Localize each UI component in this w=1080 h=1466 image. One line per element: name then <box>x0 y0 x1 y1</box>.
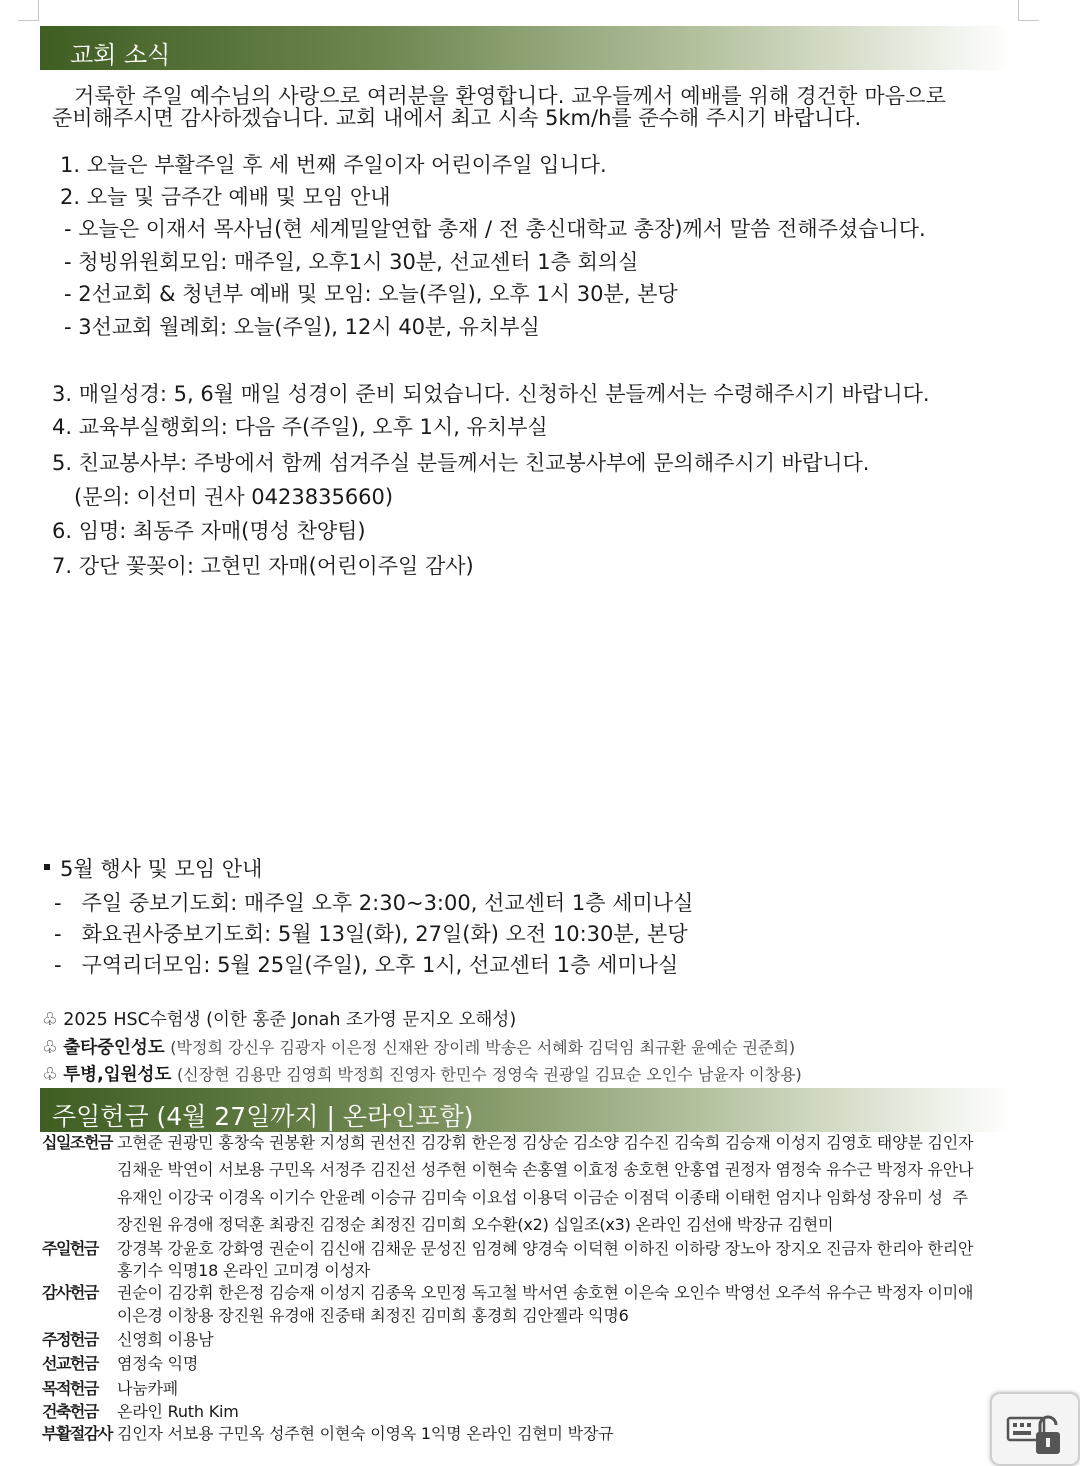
offering-title: 주일헌금 (4월 27일까지 | 온라인포함) <box>52 1102 474 1131</box>
news-subitem: - 오늘은 이재서 목사님(현 세계밀알연합 총재 / 전 총신대학교 총장)께서 말씀 전해주셨습니다. <box>64 217 926 241</box>
may-events-heading <box>44 855 262 883</box>
news-item: 5. 친교봉사부: 주방에서 함께 섬겨주실 분들께서는 친교봉사부에 문의해주시기 바랍니다. <box>52 451 870 475</box>
news-item: 6. 임명: 최동주 자매(명성 찬양팀) <box>52 519 366 543</box>
may-event-item: - 주일 중보기도회: 매주일 오후 2:30~3:00, 선교센터 1층 세미나실 <box>54 891 694 915</box>
page-corner-mark-right <box>1018 0 1039 21</box>
tithe-names-line: 김채운 박연이 서보용 구민옥 서정주 김진선 성주현 이현숙 손홍열 이효정 송호현 안홍엽 권정자 염정숙 유수근 박정자 유안나 <box>117 1160 974 1179</box>
sunday-names-line: 홍기수 익명18 온라인 고미경 이성자 <box>117 1261 371 1280</box>
sunday-names-line: 강경복 강윤호 강화영 권순이 김신애 김채운 문성진 임경혜 양경숙 이덕현 이하진 이하랑 장노아 장지오 진금자 한리아 한리안 <box>117 1239 974 1258</box>
sunday-offering-label: 주일헌금 <box>42 1239 98 1258</box>
square-bullet-icon <box>44 864 50 870</box>
news-item: 1. 오늘은 부활주일 후 세 번째 주일이자 어린이주일 입니다. <box>60 153 607 177</box>
building-names: 온라인 Ruth Kim <box>117 1402 239 1421</box>
may-event-item: - 화요권사중보기도회: 5월 13일(화), 27일(화) 오전 10:30분, 본당 <box>54 922 688 946</box>
prayer-item-students <box>42 1008 516 1032</box>
prayer-item-away <box>42 1036 795 1060</box>
prayer-label: 투병,입원성도 <box>63 1065 172 1085</box>
prayer-label: 출타중인성도 <box>63 1038 165 1058</box>
building-offering-label: 건축헌금 <box>42 1402 98 1421</box>
may-events-heading-text: 5월 행사 및 모임 안내 <box>60 857 263 881</box>
news-item: 3. 매일성경: 5, 6월 매일 성경이 준비 되었습니다. 신청하신 분들께서는 수령해주시기 바랍니다. <box>52 382 930 406</box>
church-news-banner <box>40 26 1012 70</box>
clover-icon: ♧ <box>42 1038 58 1058</box>
news-item: 4. 교육부실행회의: 다음 주(주일), 오후 1시, 유치부실 <box>52 415 548 439</box>
designated-offering-label: 주정헌금 <box>42 1330 98 1349</box>
church-news-title: 교회 소식 <box>70 41 171 69</box>
easter-thanks-label: 부활절감사 <box>42 1424 112 1443</box>
intro-line-2: 준비해주시면 감사하겠습니다. 교회 내에서 최고 시속 5km/h를 준수해 주시기 바랍니다. <box>52 106 862 130</box>
tithe-names-line: 유재인 이강국 이경옥 이기수 안윤례 이승규 김미숙 이요섭 이용덕 이금순 이점덕 이종태 이태헌 엄지나 임화성 장유미 성 주 <box>117 1188 968 1207</box>
news-subitem: - 청빙위원회모임: 매주일, 오후1시 30분, 선교센터 1층 회의실 <box>64 250 639 274</box>
news-contact: (문의: 이선미 권사 0423835660) <box>74 485 394 509</box>
prayer-item-hospital <box>42 1063 802 1087</box>
tithe-names-line: 고현준 권광민 홍창숙 권봉환 지성희 권선진 김강휘 한은정 김상순 김소양 김수진 김숙희 김승재 이성지 김영호 태양분 김인자 <box>117 1133 974 1152</box>
may-event-item: - 구역리더모임: 5월 25일(주일), 오후 1시, 선교센터 1층 세미나실 <box>54 953 679 977</box>
mission-offering-label: 선교헌금 <box>42 1354 98 1373</box>
tithe-names-line: 장진원 유경애 정덕훈 최광진 김정순 최정진 김미희 오수환(x2) 십일조(x3) 온라인 김선애 박장규 김현미 <box>117 1215 834 1234</box>
prayer-names: (박정희 강신우 김광자 이은정 신재완 장이레 박송은 서혜화 김덕임 최규환 윤예순 권준희) <box>170 1038 796 1057</box>
intro-line-1: 거룩한 주일 예수님의 사랑으로 여러분을 환영합니다. 교우들께서 예배를 위해 경건한 마음으로 <box>74 84 947 108</box>
thanks-names-line: 권순이 김강휘 한은정 김승재 이성지 김종욱 오민정 독고철 박서연 송호현 이은숙 오인수 박영선 오주석 유수근 박정자 이미애 <box>117 1283 974 1302</box>
news-subitem: - 3선교회 월례회: 오늘(주일), 12시 40분, 유치부실 <box>64 315 540 339</box>
thanks-names-line: 이은경 이창용 장진원 유경애 진중태 최정진 김미희 홍경희 김안젤라 익명6 <box>117 1306 629 1325</box>
news-item: 2. 오늘 및 금주간 예배 및 모임 안내 <box>60 185 391 209</box>
easter-names: 김인자 서보용 구민옥 성주현 이현숙 이영옥 1익명 온라인 김현미 박장규 <box>117 1424 614 1443</box>
keyboard-lock-icon <box>1006 1412 1062 1458</box>
prayer-label: 2025 HSC수험생 (이한 홍준 Jonah 조가영 문지오 오해성) <box>63 1010 517 1030</box>
designated-names: 신영희 이용남 <box>117 1330 214 1349</box>
purpose-names: 나눔카페 <box>117 1379 179 1398</box>
prayer-names: (신장현 김용만 김영희 박정희 진영자 한민수 정영숙 권광일 김묘순 오인수 남윤자 이창용) <box>176 1065 802 1084</box>
thanks-offering-label: 감사헌금 <box>42 1283 98 1302</box>
clover-icon: ♧ <box>42 1010 58 1030</box>
tithe-label: 십일조헌금 <box>42 1133 112 1152</box>
keyboard-lock-button[interactable] <box>990 1392 1080 1466</box>
news-item: 7. 강단 꽃꽂이: 고현민 자매(어린이주일 감사) <box>52 554 474 578</box>
news-subitem: - 2선교회 & 청년부 예배 및 모임: 오늘(주일), 오후 1시 30분, 본당 <box>64 282 678 306</box>
clover-icon: ♧ <box>42 1065 58 1085</box>
page-corner-mark-left <box>18 0 39 21</box>
offering-banner <box>40 1088 1012 1132</box>
mission-names: 염정숙 익명 <box>117 1354 199 1373</box>
purpose-offering-label: 목적헌금 <box>42 1379 98 1398</box>
